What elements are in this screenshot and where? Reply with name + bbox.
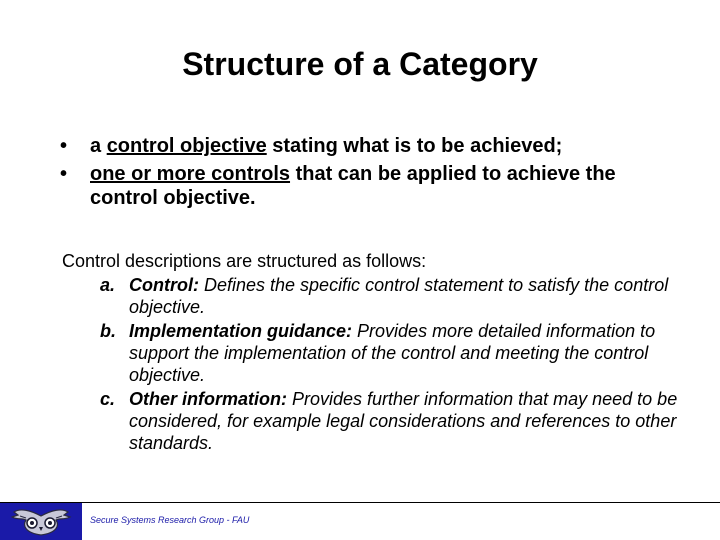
structure-item — [62, 320, 702, 386]
bullet-marker: • — [60, 135, 68, 157]
control-description-block — [62, 250, 702, 456]
slide-title: Structure of a Category — [182, 46, 538, 82]
intro-text: Control descriptions are structured as follows: — [62, 251, 427, 271]
bullet-marker: • — [60, 163, 68, 185]
structure-item — [62, 274, 702, 318]
structure-list — [62, 274, 702, 454]
owl-logo-icon — [10, 506, 72, 537]
bullet-text-pre: a — [90, 135, 107, 157]
footer — [0, 502, 720, 540]
bullet-underlined-term: one or more controls — [90, 163, 291, 185]
bullet-list — [60, 134, 680, 214]
bullet-text-post: that can be applied to achieve the control objective. — [90, 163, 616, 209]
item-text: Provides further information that may need to be considered, for example legal considerations and references to other standards. — [129, 389, 678, 453]
item-text: Defines the specific control statement to satisfy the control objective. — [129, 275, 669, 317]
item-letter: c. — [100, 389, 116, 409]
bullet-text-post: stating what is to be achieved; — [266, 135, 563, 157]
item-letter: a. — [100, 275, 116, 295]
item-term: Control: — [129, 275, 199, 295]
bullet-item — [60, 162, 680, 210]
structure-item — [62, 388, 702, 454]
item-text: Provides more detailed information to support the implementation of the control and meeting the control objective. — [129, 321, 656, 385]
footer-divider — [0, 502, 720, 503]
item-term: Other information: — [129, 389, 287, 409]
item-letter: b. — [100, 321, 116, 341]
footer-text: Secure Systems Research Group - FAU — [90, 515, 250, 525]
item-term: Implementation guidance: — [129, 321, 353, 341]
bullet-underlined-term: control objective — [106, 135, 267, 157]
bullet-item — [60, 134, 680, 158]
logo-box — [0, 503, 82, 540]
